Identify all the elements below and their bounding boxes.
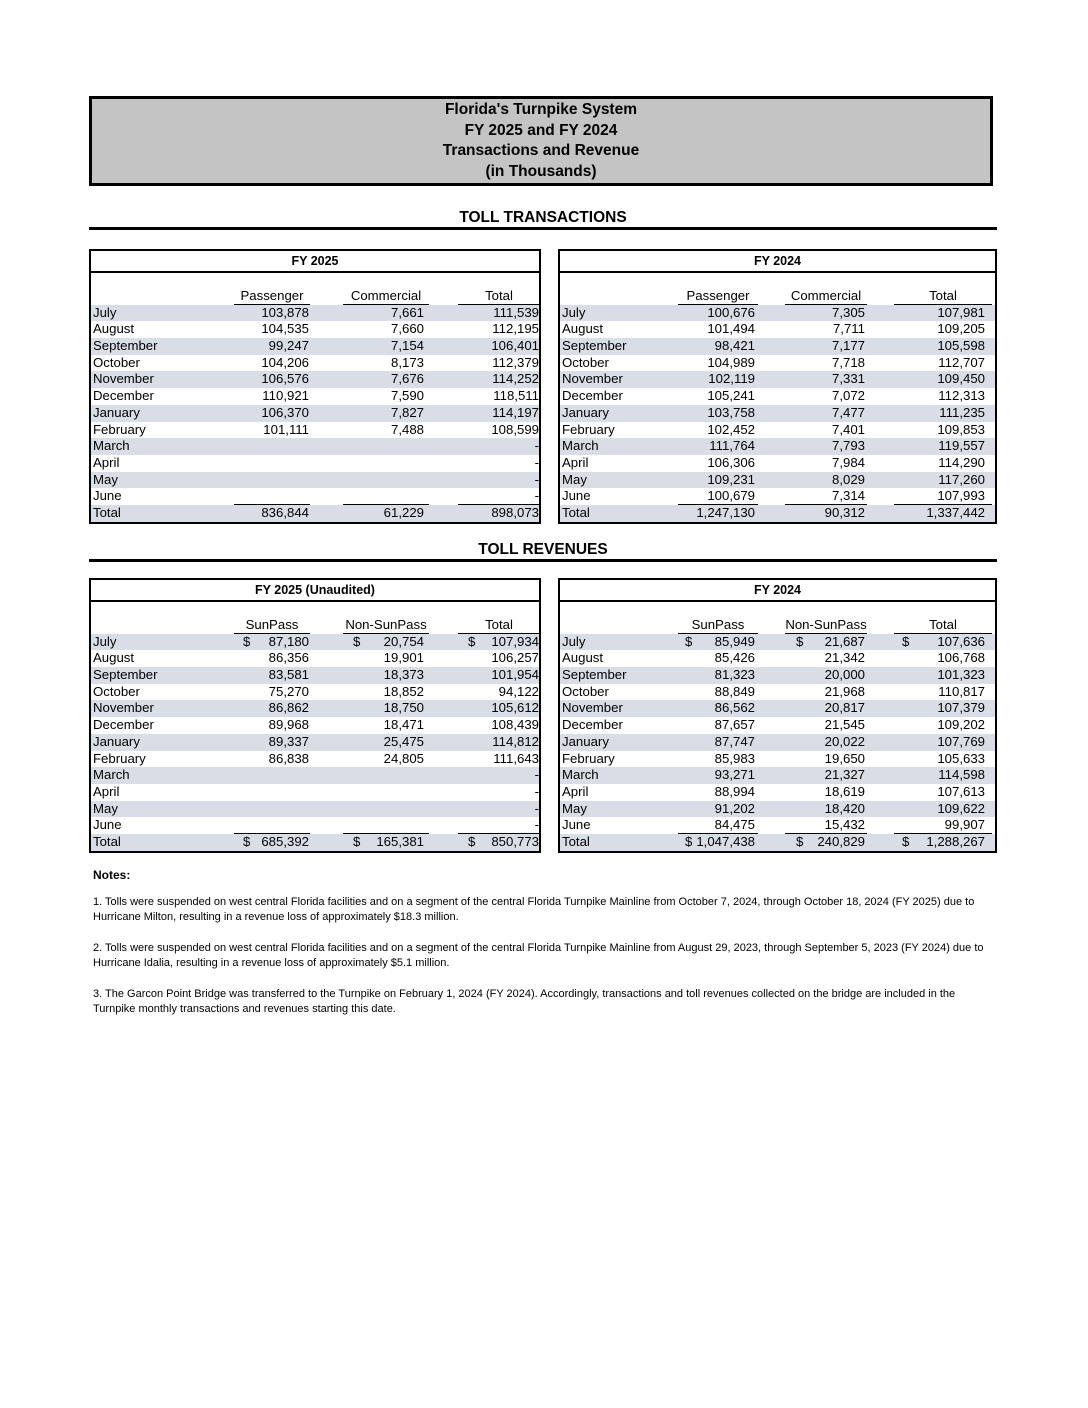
table-row [560, 305, 995, 322]
total-row [91, 505, 539, 522]
value-cell: 110,921 [262, 388, 309, 404]
value-cell: 105,241 [707, 388, 755, 404]
value-cell: 21,545 [824, 717, 865, 733]
column-header: SunPass [245, 617, 299, 632]
total-row [91, 834, 539, 851]
value-cell: 240,829 [817, 833, 865, 849]
month-label: May [93, 471, 118, 487]
month-label: August [93, 321, 135, 337]
value-cell: 112,707 [938, 354, 985, 370]
value-cell: 112,195 [492, 321, 539, 337]
column-header-row [91, 288, 539, 305]
table-row [91, 388, 539, 405]
table-row [560, 634, 995, 651]
table-row [560, 751, 995, 768]
value-cell: 104,535 [261, 321, 309, 337]
value-cell: 850,773 [491, 833, 539, 849]
table-row [560, 801, 995, 818]
month-label: October [93, 683, 140, 699]
transactions-rule [89, 227, 997, 230]
value-cell: 7,477 [831, 404, 865, 420]
value-cell: 75,270 [268, 683, 309, 699]
value-cell: 109,622 [937, 800, 985, 816]
value-cell: 109,450 [937, 371, 985, 387]
month-label: May [562, 471, 587, 487]
month-label: June [562, 488, 591, 504]
value-cell: 107,981 [937, 304, 985, 320]
value-cell: 110,817 [938, 683, 985, 699]
currency-symbol: $ [468, 633, 476, 649]
table-row [560, 717, 995, 734]
notes-section [93, 868, 993, 1033]
table-row [560, 700, 995, 717]
month-label: February [93, 750, 146, 766]
currency-symbol: $ [685, 833, 693, 849]
value-cell: 165,381 [376, 833, 424, 849]
value-cell: 8,173 [390, 354, 424, 370]
value-cell: 105,633 [937, 750, 985, 766]
value-cell: 111,643 [493, 750, 539, 766]
transactions-fy2024-panel [558, 249, 997, 524]
value-cell: 118,511 [493, 388, 539, 404]
value-cell: 87,657 [714, 717, 755, 733]
month-label: April [562, 783, 589, 799]
value-cell: 107,934 [491, 633, 539, 649]
value-cell: 18,373 [383, 667, 424, 683]
value-cell: 101,323 [937, 667, 985, 683]
value-cell: 86,862 [268, 700, 309, 716]
column-header: Passenger [240, 288, 304, 303]
value-cell: 100,676 [707, 304, 755, 320]
value-cell: 101,954 [491, 667, 539, 683]
value-cell: 7,072 [831, 388, 865, 404]
value-cell: - [534, 471, 539, 487]
month-label: August [562, 650, 604, 666]
table-row [560, 371, 995, 388]
month-label: March [562, 767, 599, 783]
panel-title: FY 2024 [560, 251, 995, 273]
month-label: November [562, 700, 623, 716]
table-row [560, 422, 995, 439]
table-row [91, 751, 539, 768]
month-label: June [562, 817, 591, 833]
month-label: July [562, 633, 586, 649]
panel-title: FY 2025 (Unaudited) [91, 580, 539, 602]
table-row [91, 355, 539, 372]
value-cell: - [534, 800, 539, 816]
table-row [560, 472, 995, 489]
currency-symbol: $ [353, 833, 361, 849]
table-row [91, 717, 539, 734]
value-cell: 18,750 [383, 700, 424, 716]
table-row [91, 422, 539, 439]
table-row [91, 734, 539, 751]
value-cell: 7,177 [831, 338, 865, 354]
value-cell: 108,439 [491, 717, 539, 733]
title-line-2: FY 2025 and FY 2024 [464, 121, 618, 139]
note-3: 3. The Garcon Point Bridge was transferred to the Turnpike on February 1, 2024 (FY 2024). Accordingly, transactions and toll revenues collected on the bridge are included in the Turnpike monthly transactions and revenues starting this date. [93, 988, 956, 1015]
column-header-row [560, 288, 995, 305]
month-label: March [562, 438, 599, 454]
table-row [91, 438, 539, 455]
value-cell: 7,793 [831, 438, 865, 454]
column-header: Total [929, 288, 957, 303]
value-cell: 87,747 [714, 733, 755, 749]
value-cell: 19,650 [824, 750, 865, 766]
value-cell: 102,452 [707, 421, 755, 437]
value-cell: 89,337 [268, 733, 309, 749]
value-cell: 18,852 [383, 683, 424, 699]
value-cell: 7,331 [831, 371, 865, 387]
value-cell: 111,235 [939, 404, 985, 420]
value-cell: 98,421 [714, 338, 755, 354]
value-cell: 107,636 [937, 633, 985, 649]
panel-title: FY 2025 [91, 251, 539, 273]
value-cell: 105,612 [491, 700, 539, 716]
revenues-fy2024-panel [558, 578, 997, 853]
table-row [560, 767, 995, 784]
value-cell: 114,252 [492, 371, 539, 387]
table-row [560, 784, 995, 801]
value-cell: 83,581 [268, 667, 309, 683]
value-cell: 84,475 [714, 817, 755, 833]
month-label: November [93, 371, 154, 387]
value-cell: 111,764 [709, 438, 755, 454]
month-label: August [562, 321, 604, 337]
month-label: December [562, 388, 623, 404]
month-label: July [562, 304, 586, 320]
table-row [91, 784, 539, 801]
month-label: December [93, 388, 154, 404]
value-cell: 20,754 [383, 633, 424, 649]
value-cell: 81,323 [714, 667, 755, 683]
month-label: July [93, 304, 117, 320]
column-header: Total [485, 288, 513, 303]
currency-symbol: $ [468, 833, 476, 849]
value-cell: - [534, 454, 539, 470]
month-label: August [93, 650, 135, 666]
value-cell: 18,471 [383, 717, 424, 733]
table-row [560, 338, 995, 355]
value-cell: - [534, 488, 539, 504]
currency-symbol: $ [796, 633, 804, 649]
value-cell: 1,247,130 [696, 504, 755, 520]
value-cell: 111,539 [493, 304, 539, 320]
value-cell: 21,342 [824, 650, 865, 666]
currency-symbol: $ [796, 833, 804, 849]
value-cell: 109,202 [937, 717, 985, 733]
month-label: November [562, 371, 623, 387]
value-cell: 85,426 [714, 650, 755, 666]
value-cell: 89,968 [268, 717, 309, 733]
value-cell: 7,154 [390, 338, 424, 354]
value-cell: 114,598 [938, 767, 985, 783]
column-header-row [560, 617, 995, 634]
table-row [560, 488, 995, 505]
note-2: 2. Tolls were suspended on west central Florida facilities and on a segment of the central Florida Turnpike Mainline from August 29, 2023, through September 5, 2023 (FY 2024) due to Hurricane Idalia, resulting in a revenue loss of approximately $5.1 million. [93, 942, 984, 969]
value-cell: 101,494 [707, 321, 755, 337]
table-row [91, 472, 539, 489]
table-row [560, 388, 995, 405]
total-row [560, 505, 995, 522]
column-header: Commercial [790, 288, 862, 303]
panel-spacer [560, 602, 995, 617]
month-label: September [93, 667, 158, 683]
value-cell: 7,305 [831, 304, 865, 320]
value-cell: 7,711 [832, 321, 865, 337]
value-cell: 7,718 [831, 354, 865, 370]
value-cell: 107,769 [937, 733, 985, 749]
month-label: January [93, 733, 140, 749]
value-cell: 7,314 [831, 488, 865, 504]
value-cell: 119,557 [938, 438, 985, 454]
revenues-heading: TOLL REVENUES [478, 541, 608, 558]
value-cell: 109,231 [707, 471, 755, 487]
month-label: December [93, 717, 154, 733]
value-cell: 107,993 [937, 488, 985, 504]
table-row [91, 700, 539, 717]
value-cell: 25,475 [383, 733, 424, 749]
report-title-box [89, 96, 993, 186]
value-cell: 106,306 [707, 454, 755, 470]
value-cell: 19,901 [383, 650, 424, 666]
value-cell: 106,768 [937, 650, 985, 666]
table-row [560, 817, 995, 834]
table-row [91, 767, 539, 784]
table-row [91, 684, 539, 701]
panel-spacer [91, 602, 539, 617]
value-cell: 7,676 [390, 371, 424, 387]
month-label: February [562, 750, 615, 766]
currency-symbol: $ [243, 833, 251, 849]
value-cell: 104,989 [707, 354, 755, 370]
month-label: January [562, 404, 609, 420]
value-cell: 105,598 [937, 338, 985, 354]
value-cell: 91,202 [714, 800, 755, 816]
value-cell: 85,949 [714, 633, 755, 649]
value-cell: 7,488 [390, 421, 424, 437]
table-row [560, 438, 995, 455]
month-label: December [562, 717, 623, 733]
value-cell: 7,984 [831, 454, 865, 470]
table-row [91, 817, 539, 834]
value-cell: 101,111 [263, 421, 309, 437]
title-line-4: (in Thousands) [485, 162, 597, 180]
value-cell: 21,687 [824, 633, 865, 649]
month-label: Total [93, 504, 121, 520]
transactions-fy2025-panel [89, 249, 541, 524]
month-label: Total [93, 833, 121, 849]
value-cell: 106,257 [491, 650, 539, 666]
value-cell: 106,370 [261, 404, 309, 420]
value-cell: 87,180 [268, 633, 309, 649]
value-cell: 7,401 [831, 421, 865, 437]
table-row [560, 455, 995, 472]
value-cell: 109,205 [937, 321, 985, 337]
value-cell: 117,260 [938, 471, 985, 487]
month-label: October [562, 354, 609, 370]
month-label: June [93, 817, 122, 833]
month-label: May [93, 800, 118, 816]
total-row [560, 834, 995, 851]
value-cell: 8,029 [831, 471, 865, 487]
table-row [91, 338, 539, 355]
value-cell: 114,197 [492, 404, 539, 420]
value-cell: 1,337,442 [926, 504, 985, 520]
column-header: Total [485, 617, 513, 632]
table-row [91, 321, 539, 338]
column-header: Commercial [350, 288, 422, 303]
table-row [91, 488, 539, 505]
value-cell: 85,983 [714, 750, 755, 766]
value-cell: 21,968 [824, 683, 865, 699]
value-cell: 109,853 [937, 421, 985, 437]
title-line-1: Florida's Turnpike System [444, 101, 638, 118]
currency-symbol: $ [353, 633, 361, 649]
table-row [560, 405, 995, 422]
currency-symbol: $ [902, 833, 910, 849]
month-label: September [562, 667, 627, 683]
value-cell: 7,661 [390, 304, 424, 320]
value-cell: - [534, 783, 539, 799]
value-cell: 15,432 [824, 817, 865, 833]
panel-spacer [91, 273, 539, 288]
value-cell: 114,290 [938, 454, 985, 470]
value-cell: 86,562 [714, 700, 755, 716]
value-cell: 94,122 [498, 683, 539, 699]
value-cell: 86,838 [268, 750, 309, 766]
note-1: 1. Tolls were suspended on west central Florida facilities and on a segment of the central Florida Turnpike Mainline from October 7, 2024, through October 18, 2024 (FY 2025) due to Hurricane Milton, resulting in a revenue loss of approximately $18.3 million. [93, 896, 975, 923]
value-cell: 7,590 [390, 388, 424, 404]
value-cell: 104,206 [261, 354, 309, 370]
month-label: February [562, 421, 615, 437]
table-row [91, 305, 539, 322]
value-cell: 99,247 [268, 338, 309, 354]
value-cell: 18,420 [824, 800, 865, 816]
value-cell: 106,401 [491, 338, 539, 354]
value-cell: 108,599 [491, 421, 539, 437]
value-cell: 18,619 [824, 783, 865, 799]
table-row [91, 667, 539, 684]
value-cell: 836,844 [261, 504, 309, 520]
value-cell: 20,000 [824, 667, 865, 683]
value-cell: 106,576 [261, 371, 309, 387]
panel-spacer [560, 273, 995, 288]
table-row [91, 455, 539, 472]
table-row [560, 684, 995, 701]
month-label: Total [562, 833, 590, 849]
value-cell: 685,392 [261, 833, 309, 849]
month-label: July [93, 633, 117, 649]
value-cell: 898,073 [491, 504, 539, 520]
column-header: SunPass [691, 617, 745, 632]
value-cell: 1,047,438 [696, 833, 755, 849]
revenues-rule [89, 559, 997, 562]
month-label: March [93, 438, 130, 454]
month-label: January [562, 733, 609, 749]
value-cell: 102,119 [708, 371, 755, 387]
column-header: Non-SunPass [345, 617, 427, 632]
value-cell: 88,994 [714, 783, 755, 799]
revenues-fy2025-panel [89, 578, 541, 853]
month-label: November [93, 700, 154, 716]
month-label: September [562, 338, 627, 354]
month-label: April [562, 454, 589, 470]
value-cell: 90,312 [824, 504, 865, 520]
value-cell: 112,379 [492, 354, 539, 370]
table-row [560, 734, 995, 751]
value-cell: 107,613 [937, 783, 985, 799]
table-row [560, 355, 995, 372]
value-cell: 20,022 [824, 733, 865, 749]
month-label: May [562, 800, 587, 816]
month-label: Total [562, 504, 590, 520]
column-header: Passenger [686, 288, 750, 303]
title-line-3: Transactions and Revenue [442, 142, 640, 159]
value-cell: 21,327 [824, 767, 865, 783]
month-label: June [93, 488, 122, 504]
column-header-row [91, 617, 539, 634]
value-cell: - [534, 767, 539, 783]
month-label: October [562, 683, 609, 699]
value-cell: - [534, 438, 539, 454]
table-row [560, 667, 995, 684]
value-cell: 93,271 [714, 767, 755, 783]
transactions-heading: TOLL TRANSACTIONS [459, 209, 627, 226]
table-row [91, 650, 539, 667]
panel-title: FY 2024 [560, 580, 995, 602]
table-row [91, 634, 539, 651]
value-cell: 24,805 [383, 750, 424, 766]
value-cell: 103,758 [707, 404, 755, 420]
column-header: Total [929, 617, 957, 632]
value-cell: 7,827 [390, 404, 424, 420]
table-row [91, 371, 539, 388]
value-cell: 1,288,267 [926, 833, 985, 849]
table-row [560, 321, 995, 338]
currency-symbol: $ [902, 633, 910, 649]
month-label: September [93, 338, 158, 354]
value-cell: 86,356 [268, 650, 309, 666]
month-label: April [93, 783, 120, 799]
month-label: February [93, 421, 146, 437]
table-row [91, 405, 539, 422]
currency-symbol: $ [685, 633, 693, 649]
month-label: October [93, 354, 140, 370]
value-cell: 20,817 [824, 700, 865, 716]
value-cell: 114,812 [492, 733, 539, 749]
value-cell: 112,313 [938, 388, 985, 404]
table-row [560, 650, 995, 667]
month-label: March [93, 767, 130, 783]
column-header: Non-SunPass [785, 617, 867, 632]
value-cell: - [534, 817, 539, 833]
value-cell: 107,379 [937, 700, 985, 716]
value-cell: 103,878 [261, 304, 309, 320]
value-cell: 88,849 [714, 683, 755, 699]
value-cell: 100,679 [707, 488, 755, 504]
value-cell: 7,660 [390, 321, 424, 337]
currency-symbol: $ [243, 633, 251, 649]
table-row [91, 801, 539, 818]
value-cell: 99,907 [944, 817, 985, 833]
notes-title: Notes: [93, 868, 131, 882]
month-label: January [93, 404, 140, 420]
value-cell: 61,229 [383, 504, 424, 520]
month-label: April [93, 454, 120, 470]
